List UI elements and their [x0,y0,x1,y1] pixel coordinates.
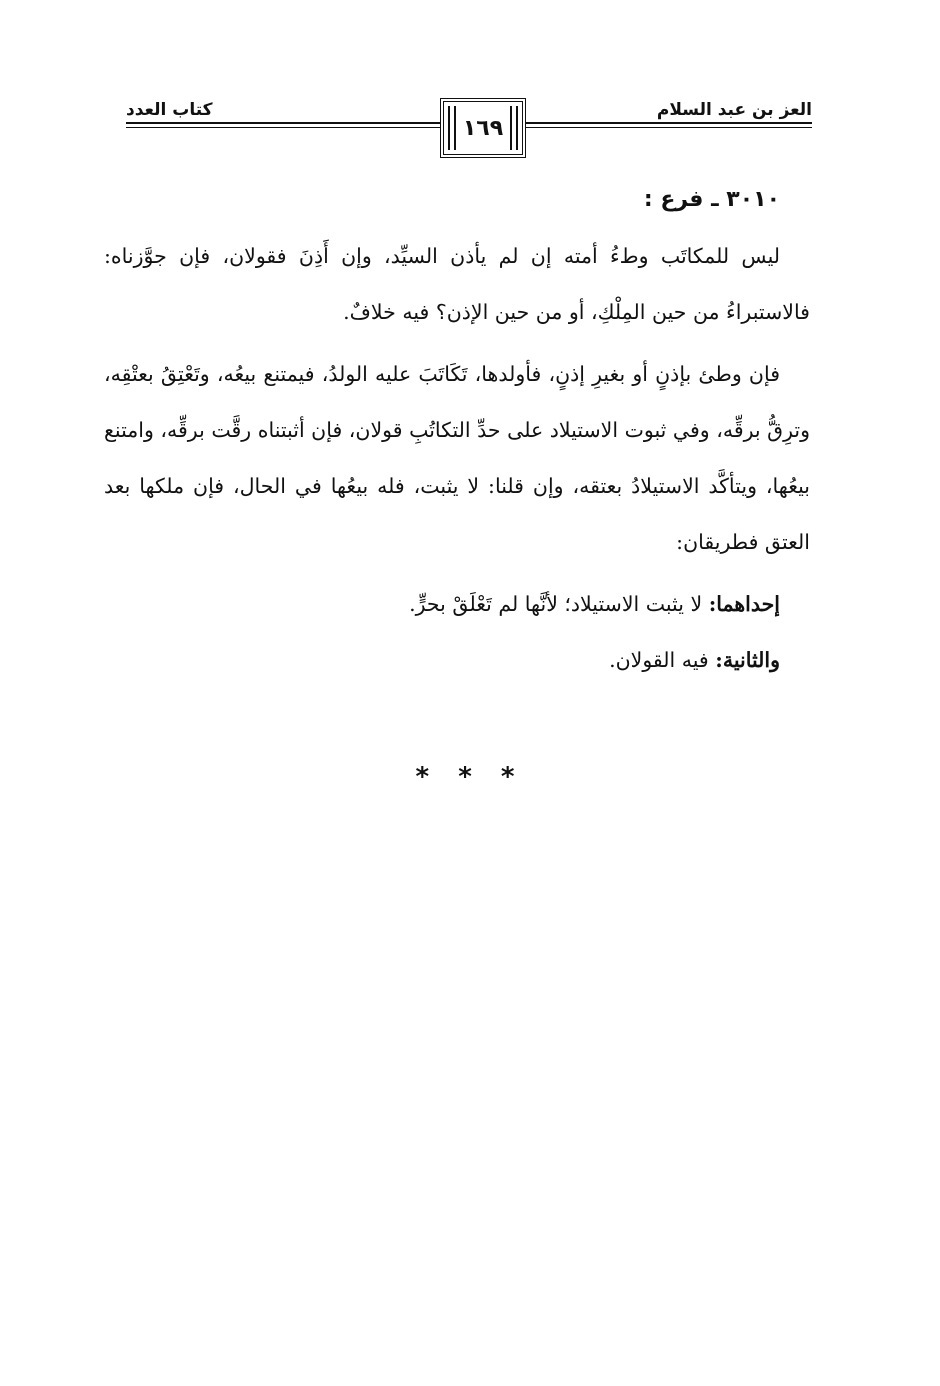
item-text: فيه القولان. [609,648,709,672]
page-number-frame [440,98,526,158]
list-item [104,632,780,688]
item-text: لا يثبت الاستيلاد؛ لأنَّها لم تَعْلَقْ بحرٍّ. [409,592,703,616]
running-header-section: كتاب العدد [126,100,213,120]
header-rule-left-bottom [126,127,446,128]
item-label: إحداهما: [708,592,780,616]
running-header-author: العز بن عبد السلام [656,100,812,120]
header-rule-left-top [126,122,446,124]
paragraph: ليس للمكاتَب وطءُ أمته إن لم يأذن السيِّد، وإن أَذِنَ فقولان، فإن جوَّزناه: فالاستبراءُ من حين المِلْكِ، أو من حين الإذن؟ فيه خلافٌ. [104,244,810,324]
item-label: والثانية: [715,648,780,672]
list-item [104,576,780,632]
page-body [104,172,810,688]
paragraph: فإن وطئ بإذنٍ أو بغيرِ إذنٍ، فأولدها، تَكَاتَبَ عليه الولدُ، فيمتنع بيعُه، وتَعْتِقُ بعتْقِه، وترِقُّ برقِّه، وفي ثبوت الاستيلاد على حدِّ التكاتُبِ قولان، فإن أثبتناه رقَّت برقِّه، وامتنع بيعُها، ويتأكَّد الاستيلادُ بعتقه، وإن قلنا: لا يثبت، فله بيعُها في الحال، فإن ملكها بعد العتق فطريقان: [104,362,810,554]
page-number: ١٦٩ [462,115,504,141]
section-separator: * * * [415,762,525,792]
section-heading: ٣٠١٠ ـ فرع : [643,187,780,212]
